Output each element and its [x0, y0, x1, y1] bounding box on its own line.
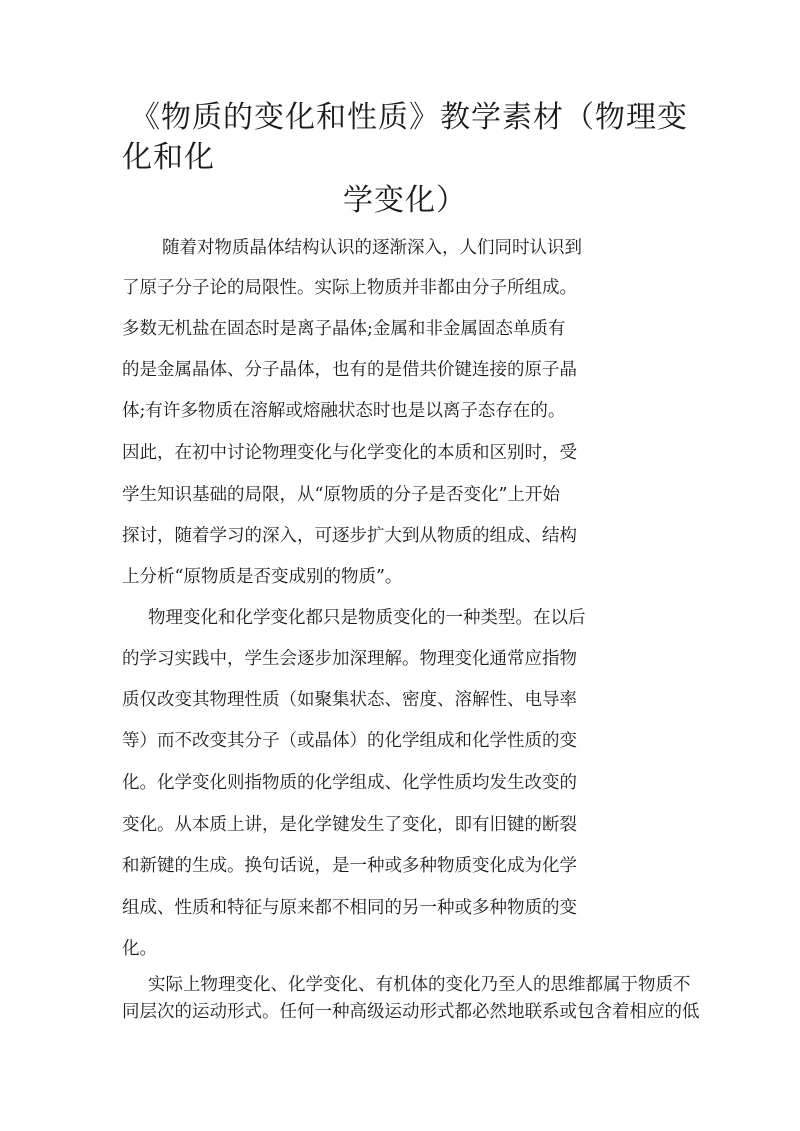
paragraph-2-line-5: 化。化学变化则指物质的化学组成、化学性质均发生改变的 [122, 773, 577, 793]
paragraph-1-line-6: 因此，在初中讨论物理变化与化学变化的本质和区别时，受 [122, 443, 577, 463]
paragraph-2-line-7: 和新键的生成。换句话说，是一种或多种物质变化成为化学 [122, 856, 577, 876]
document-title-line-1: 《物质的变化和性质》教学素材（物理变 [130, 100, 688, 135]
document-title-line-2: 化和化 [122, 140, 215, 175]
paragraph-3-line-2: 同层次的运动形式。任何一种高级运动形式都必然地联系或包含着相应的低 [122, 1002, 700, 1022]
paragraph-2-line-4: 等）而不改变其分子（或晶体）的化学组成和化学性质的变 [122, 731, 577, 751]
paragraph-2-line-8: 组成、性质和特征与原来都不相同的另一种或多种物质的变 [122, 898, 577, 918]
paragraph-2-line-9: 化。 [122, 939, 157, 959]
paragraph-1-line-2: 了原子分子论的局限性。实际上物质并非都由分子所组成。 [122, 278, 577, 298]
paragraph-2-line-6: 变化。从本质上讲，是化学键发生了变化，即有旧键的断裂 [122, 815, 577, 835]
paragraph-1-line-5: 体;有许多物质在溶解或熔融状态时也是以离子态存在的。 [122, 401, 566, 421]
paragraph-2-line-3: 质仅改变其物理性质（如聚集状态、密度、溶解性、电导率 [122, 690, 577, 710]
paragraph-1-line-3: 多数无机盐在固态时是离子晶体;金属和非金属固态单质有 [122, 319, 566, 339]
paragraph-1-line-8: 探讨，随着学习的深入，可逐步扩大到从物质的组成、结构 [122, 526, 577, 546]
paragraph-2-line-2: 的学习实践中，学生会逐步加深理解。物理变化通常应指物 [122, 649, 577, 669]
paragraph-1-line-9: 上分析“原物质是否变成别的物质”。 [122, 567, 403, 587]
paragraph-1-line-4: 的是金属晶体、分子晶体，也有的是借共价键连接的原子晶 [122, 360, 577, 380]
paragraph-1-line-1: 随着对物质晶体结构认识的逐渐深入，人们同时认识到 [162, 238, 582, 258]
paragraph-3-line-1: 实际上物理变化、化学变化、有机体的变化乃至人的思维都属于物质不 [148, 975, 691, 995]
document-title-line-3: 学变化） [343, 183, 467, 218]
paragraph-1-line-7: 学生知识基础的局限，从“原物质的分子是否变化”上开始 [122, 485, 560, 505]
paragraph-2-line-1: 物理变化和化学变化都只是物质变化的一种类型。在以后 [148, 608, 586, 628]
